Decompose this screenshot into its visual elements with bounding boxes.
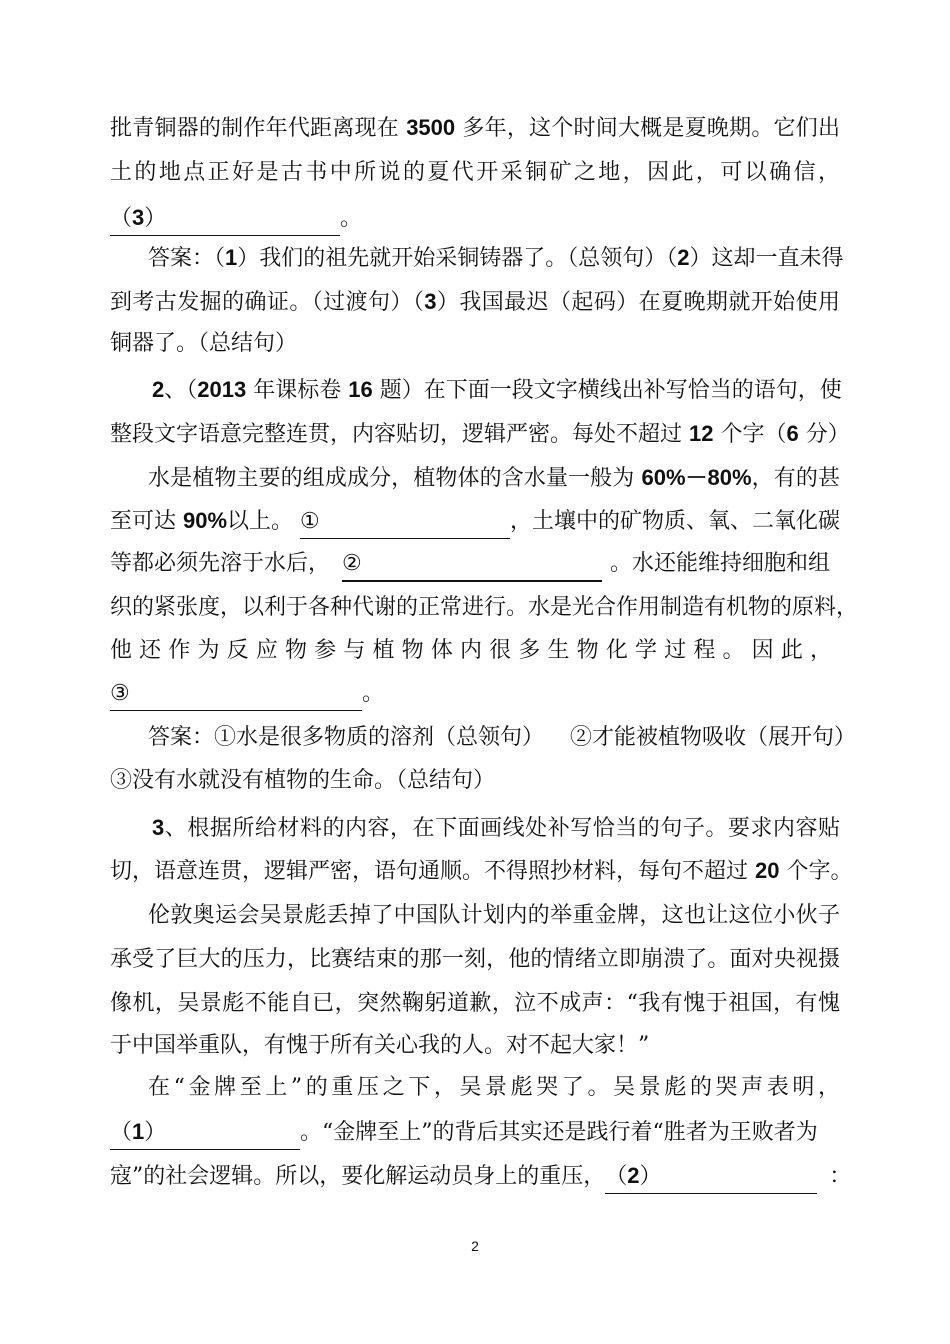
text-line: 到考古发掘的确证。（过渡句）（3）我国最迟（起码）在夏晚期就开始使用 — [110, 289, 840, 315]
text-run: 土的地点正好是古书中所说的夏代开采铜矿之地，因此，可以确信， — [110, 160, 840, 185]
text-line — [110, 202, 840, 236]
answer-blank-2: （2） — [605, 1160, 817, 1194]
text-line — [110, 157, 840, 189]
text-line: 承受了巨大的压力，比赛结束的那一刻，他的情绪立即崩溃了。面对央视摄 — [110, 947, 840, 972]
number: 3500 — [406, 115, 456, 140]
answer-blank-1: （1） — [110, 1116, 300, 1150]
text-line: 答案：（1）我们的祖先就开始采铜铸器了。（总领句）（2）这却一直未得 — [148, 245, 844, 271]
text-line: 他还作为反应物参与植物体内很多生物化学过程。因此， — [110, 638, 832, 663]
text-line: 至可达 90%以上。 ① ，土壤中的矿物质、氧、二氧化碳 — [110, 505, 840, 539]
text-line: 水是植物主要的组成成分，植物体的含水量一般为 60%－80%，有的甚 — [148, 465, 840, 491]
text-line: 像机，吴景彪不能自已，突然鞠躬道歉，泣不成声：“我有愧于祖国，有愧 — [110, 991, 840, 1016]
text-run: 多年，这个时间大概是夏晚期。它们出 — [455, 116, 840, 141]
answer-blank-3: （3） — [110, 202, 340, 236]
page-number: 2 — [471, 1238, 479, 1254]
text-line — [110, 112, 840, 145]
answer-blank-3: ③ — [110, 678, 362, 711]
text-run: 批青铜器的制作年代距离现在 — [110, 116, 407, 141]
text-line: 整段文字语意完整连贯，内容贴切，逻辑严密。每处不超过 12 个字（6 分） — [110, 421, 850, 447]
text-line: 在“金牌至上”的重压之下，吴景彪哭了。吴景彪的哭声表明， — [148, 1075, 840, 1100]
text-line: 切，语意连贯，逻辑严密，语句通顺。不得照抄材料，每句不超过 20 个字。 — [110, 858, 853, 884]
text-line: 织的紧张度，以利于各种代谢的正常进行。水是光合作用制造有机物的原料， — [110, 595, 859, 620]
answer-blank-2: ② — [342, 548, 602, 582]
text-line: 答案：①水是很多物质的溶剂（总领句） ②才能被植物吸收（展开句） — [148, 725, 857, 750]
text-line: 寇”的社会逻辑。所以，要化解运动员身上的重压，（2） ： — [110, 1160, 840, 1194]
text-line: 伦敦奥运会吴景彪丢掉了中国队计划内的举重金牌，这也让这位小伙子 — [148, 903, 840, 928]
text-line: ③ 。 — [110, 678, 840, 711]
question-heading: 3、根据所给材料的内容，在下面画线处补写恰当的句子。要求内容贴 — [152, 815, 840, 841]
text-line: ③没有水就没有植物的生命。（总结句） — [110, 768, 496, 793]
question-heading: 2、（2013 年课标卷 16 题）在下面一段文字横线出补写恰当的语句，使 — [152, 377, 842, 403]
text-run: 。 — [340, 206, 363, 231]
text-line: 于中国举重队，有愧于所有关心我的人。对不起大家！” — [110, 1033, 650, 1058]
text-line: 等都必须先溶于水后， ② 。水还能维持细胞和组 — [110, 548, 840, 582]
text-line: 铜器了。（总结句） — [110, 331, 298, 356]
answer-blank-1: ① — [300, 506, 510, 539]
text-line: （1） 。“金牌至上”的背后其实还是践行着“胜者为王败者为 — [110, 1116, 840, 1150]
